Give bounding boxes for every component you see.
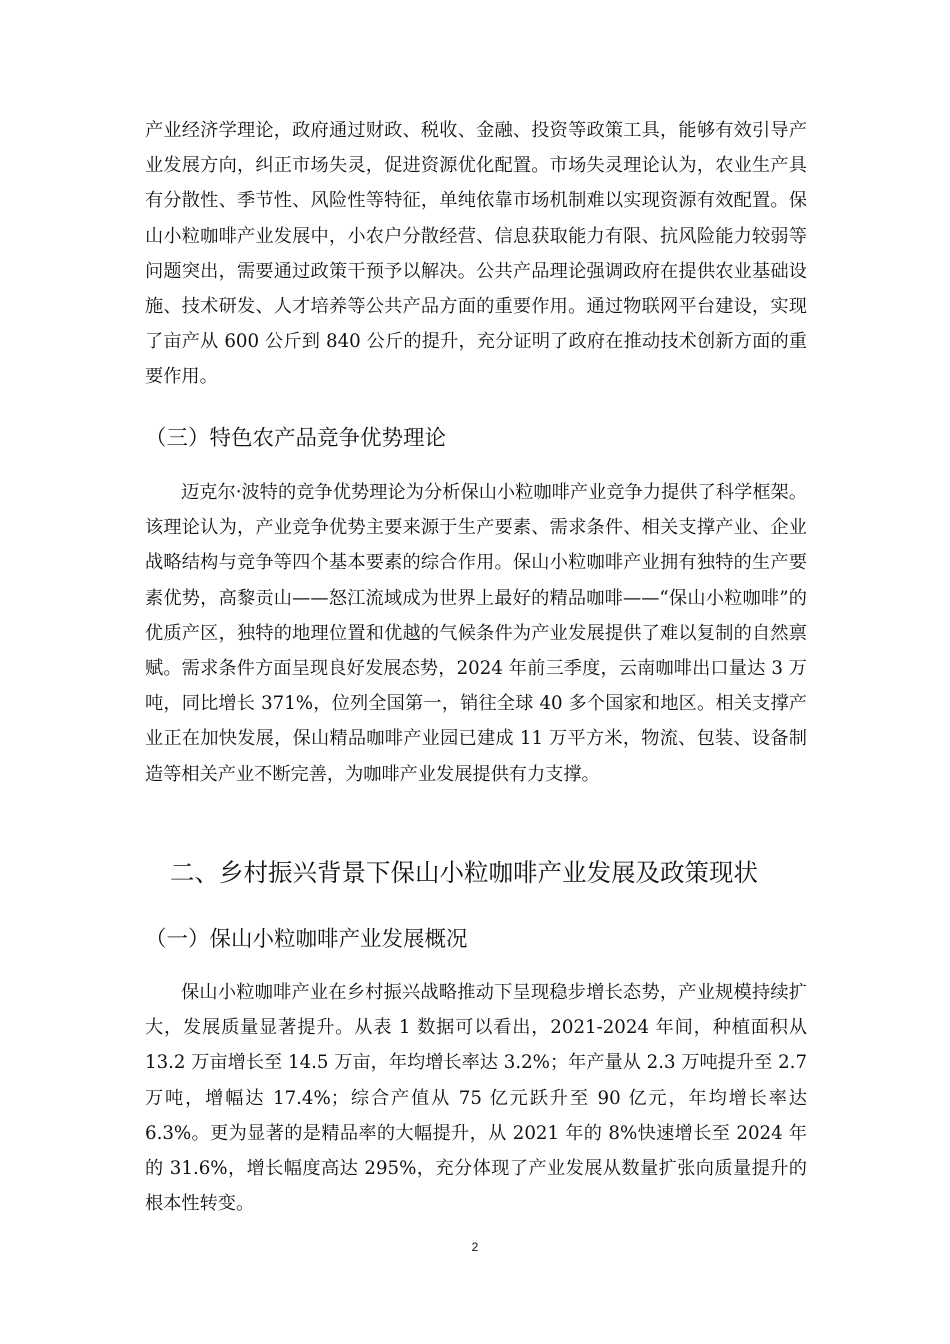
body-paragraph: 保山小粒咖啡产业在乡村振兴战略推动下呈现稳步增长态势，产业规模持续扩大，发展质量显著提升。从表 1 数据可以看出，2021-2024 年间，种植面积从 13.2 万亩增长至 14.5 万亩，年均增长率达 3.2%；年产量从 2.3 万吨提升至 2.7 万吨，增幅达 17.4%；综合产值从 75 亿元跃升至 90 亿元，年均增长率达 6.3%。更为显著的是精品率的大幅提升，从 2021 年的 8%快速增长至 2024 年的 31.6%，增长幅度高达 295%，充分体现了产业发展从数量扩张向质量提升的根本性转变。	[145, 982, 808, 1215]
section-heading: （三）特色农产品竞争优势理论	[145, 426, 447, 451]
page-number: 2	[471, 1240, 479, 1254]
body-paragraph: 产业经济学理论，政府通过财政、税收、金融、投资等政策工具，能够有效引导产业发展方向，纠正市场失灵，促进资源优化配置。市场失灵理论认为，农业生产具有分散性、季节性、风险性等特征，单纯依靠市场机制难以实现资源有效配置。保山小粒咖啡产业发展中，小农户分散经营、信息获取能力有限、抗风险能力较弱等问题突出，需要通过政策干预予以解决。公共产品理论强调政府在提供农业基础设施、技术研发、人才培养等公共产品方面的重要作用。通过物联网平台建设，实现了亩产从 600 公斤到 840 公斤的提升，充分证明了政府在推动技术创新方面的重要作用。	[145, 120, 807, 388]
section-heading: （一）保山小粒咖啡产业发展概况	[145, 927, 468, 952]
chapter-heading: 二、乡村振兴背景下保山小粒咖啡产业发展及政策现状	[170, 858, 758, 887]
body-paragraph: 迈克尔·波特的竞争优势理论为分析保山小粒咖啡产业竞争力提供了科学框架。该理论认为，产业竞争优势主要来源于生产要素、需求条件、相关支撑产业、企业战略结构与竞争等四个基本要素的综合作用。保山小粒咖啡产业拥有独特的生产要素优势，高黎贡山——怒江流域成为世界上最好的精品咖啡——“保山小粒咖啡”的优质产区，独特的地理位置和优越的气候条件为产业发展提供了难以复制的自然禀赋。需求条件方面呈现良好发展态势，2024 年前三季度，云南咖啡出口量达 3 万吨，同比增长 371%，位列全国第一，销往全球 40 多个国家和地区。相关支撑产业正在加快发展，保山精品咖啡产业园已建成 11 万平方米，物流、包装、设备制造等相关产业不断完善，为咖啡产业发展提供有力支撑。	[145, 482, 807, 785]
